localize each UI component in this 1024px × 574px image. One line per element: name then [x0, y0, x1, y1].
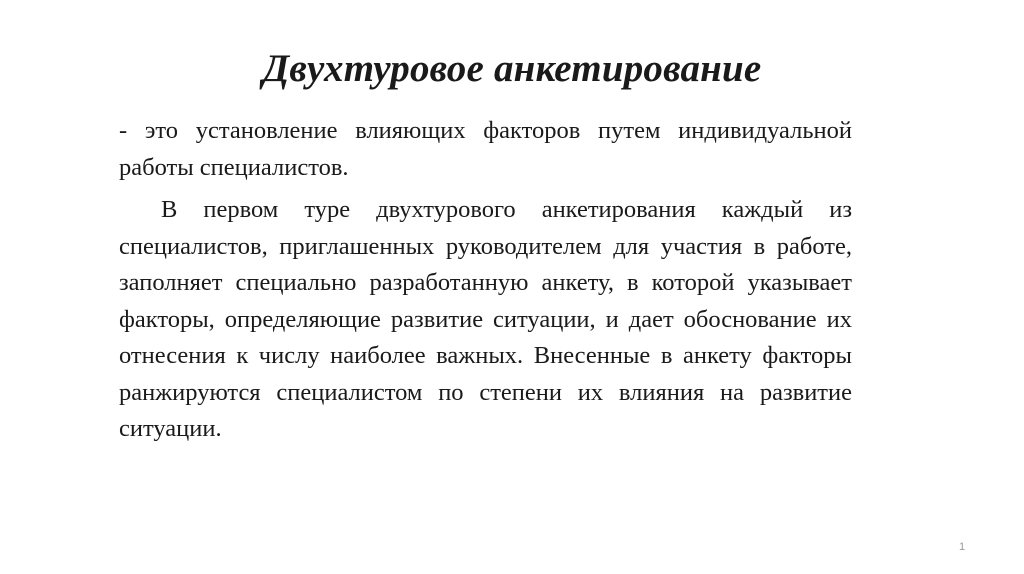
slide-title: Двухтуровое анкетирование [262, 47, 762, 90]
definition-paragraph: - это установление влияющих факторов путем индивидуальной работы специалистов. [119, 117, 852, 181]
description-paragraph: В первом туре двухтурового анкетирования каждый из специалистов, приглашенных руководителем для участия в работе, заполняет специально разработанную анкету, в которой указывает факторы, определяющие развитие ситуации, и дает обоснование их отнесения к числу наиболее важных. Внесенные в анкету факторы ранжируются специалистом по степени их влияния на развитие ситуации. [119, 196, 852, 442]
page-number: 1 [958, 541, 966, 553]
